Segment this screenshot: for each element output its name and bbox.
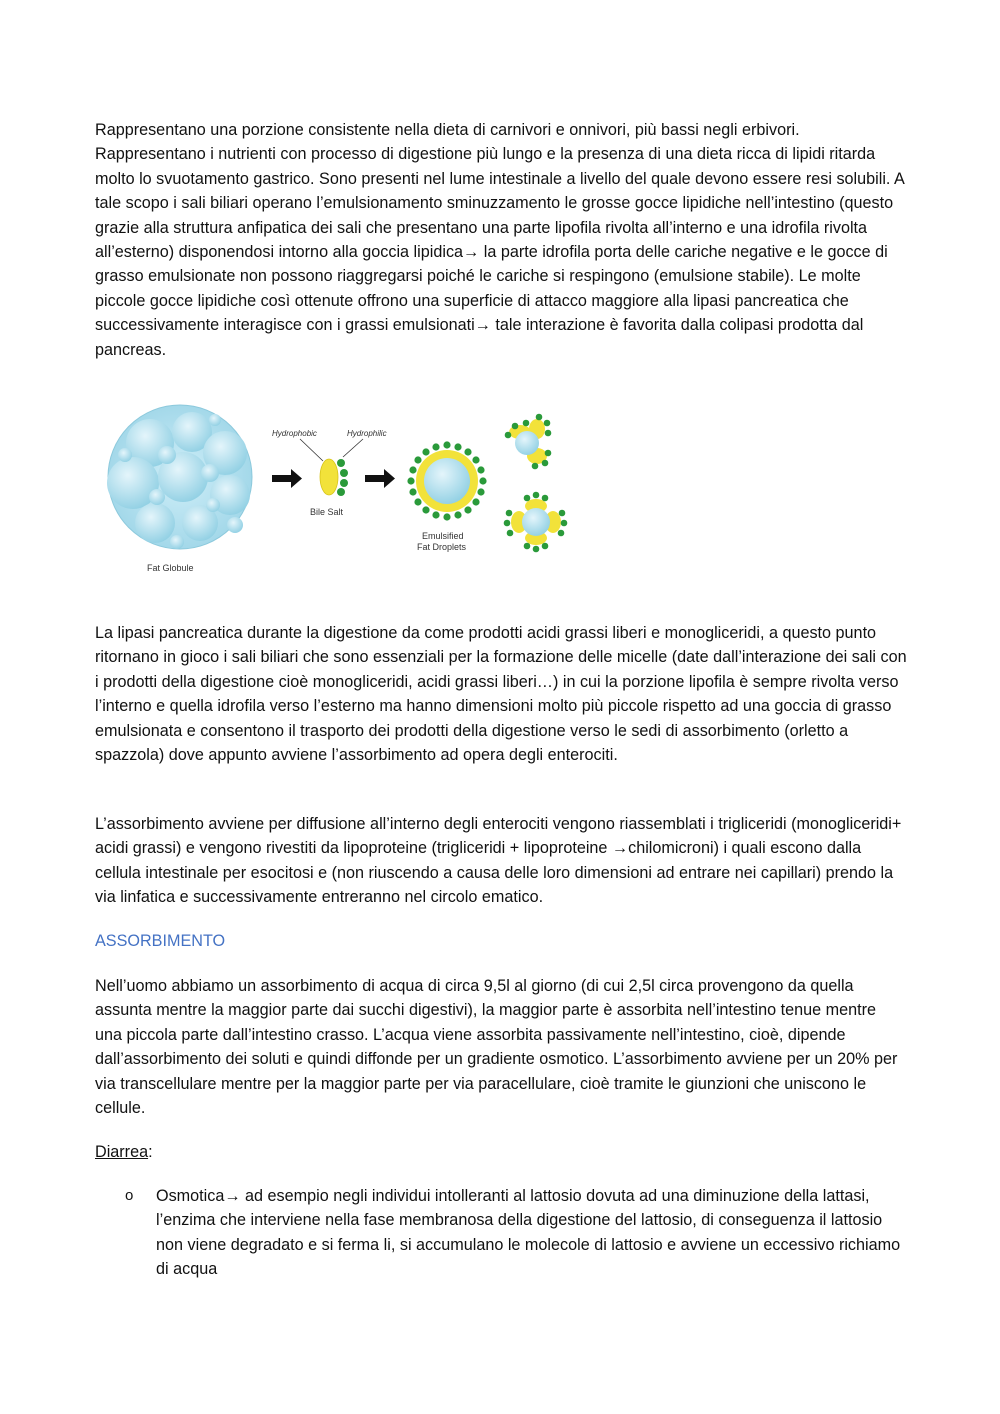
bile-salt-molecule — [320, 459, 348, 496]
hydrophobic-label: Hydrophobic — [272, 429, 317, 438]
emulsified-label-line2: Fat Droplets — [417, 542, 467, 552]
fat-globule-label: Fat Globule — [147, 563, 194, 573]
arrow-right-icon — [272, 469, 302, 488]
arrow-right-icon — [365, 469, 395, 488]
section-heading-assorbimento: ASSORBIMENTO — [95, 932, 226, 950]
bullet-marker-icon: o — [125, 1187, 134, 1204]
diarrea-label: Diarrea — [95, 1143, 149, 1161]
small-droplet-bottom — [504, 492, 568, 553]
emulsification-figure — [95, 395, 585, 585]
fat-globule — [107, 405, 252, 549]
emulsified-label-line1: Emulsified — [422, 531, 464, 541]
emulsification-diagram — [95, 395, 585, 585]
small-droplet-top — [505, 414, 552, 470]
paragraph-micelles: La lipasi pancreatica durante la digestione da come prodotti acidi grassi liberi e monogliceridi, a questo punto ritornano in gioco i sali biliari che sono essenziali per la formazione delle micelle (date dall’interazione dei sali con i prodotti della digestione cioè monogliceridi, acidi grassi liberi…) in cui la porzione lipofila è sempre rivolta verso l’interno e quella idrofila verso l’esterno ma hanno dimensioni molto più piccole rispetto ad una goccia di grasso emulsionata e consentono il trasporto dei prodotti della digestione verso le sedi di assorbimento (orletto a spazzola) dove appunto avviene l’assorbimento ad opera degli enterociti. — [95, 624, 907, 765]
bile-salt-label: Bile Salt — [310, 507, 344, 517]
bullet-item-osmotica: Osmotica→ ad esempio negli individui intolleranti al lattosio dovuta ad una diminuzione della lattasi, l’enzima che interviene nella fase membranosa della digestione del lattosio, di conseguenza il lattosio non viene degradato e si ferma li, si accumulano le molecole di lattosio e avviene un eccessivo richiamo di acqua — [156, 1187, 901, 1279]
paragraph-absorption-lipids: L’assorbimento avviene per diffusione all’interno degli enterociti vengono riassemblati i trigliceridi (monogliceridi+ acidi grassi) e vengono rivestiti da lipoproteine (trigliceridi + lipoproteine →chilomicroni) i quali escono dalla cellula intestinale per esocitosi e (non riuscendo a causa delle loro dimensioni ad entrare nei capillari) prendo la via linfatica e successivamente entreranno nel circolo ematico. — [95, 815, 902, 907]
diarrea-subheading — [95, 1140, 153, 1164]
paragraph-lipids-intro: Rappresentano una porzione consistente nella dieta di carnivori e onnivori, più bassi negli erbivori. Rappresentano i nutrienti con processo di digestione più lungo e la presenza di una dieta ricca di lipidi ritarda molto lo svuotamento gastrico. Sono presenti nel lume intestinale a livello del quale devono essere resi solubili. A tale scopo i sali biliari operano l’emulsionamento sminuzzamento le grosse gocce lipidiche nell’intestino (questo grazie alla struttura anfipatica dei sali che presentano una parte lipofila rivolta all’interno e una idrofila rivolta all’esterno) disponendosi intorno alla goccia lipidica→ la parte idrofila porta delle cariche negative e le gocce di grasso emulsionate non possono riaggregarsi poiché le cariche si respingono (emulsione stabile). Le molte piccole gocce lipidiche così ottenute offrono una superficie di attacco maggiore alla lipasi pancreatica che successivamente interagisce con i grassi emulsionati→ tale interazione è favorita dalla colipasi prodotta dal pancreas. — [95, 121, 904, 359]
paragraph-water-absorption: Nell’uomo abbiamo un assorbimento di acqua di circa 9,5l al giorno (di cui 2,5l circa provengono da quella assunta mentre la maggior parte dai succhi digestivi), la maggior parte è assorbita nell’intestino tenue mentre una piccola parte dall’intestino crasso. L’acqua viene assorbita passivamente nell’intestino, cioè, dipende dall’assorbimento dei soluti e quindi diffonde per un gradiente osmotico. L’assorbimento avviene per un 20% per via transcellulare mentre per la maggior parte per via paracellulare, cioè tramite le giunzioni che uniscono le cellule. — [95, 977, 898, 1118]
diarrea-colon: : — [148, 1143, 153, 1161]
hydrophilic-label: Hydrophilic — [347, 429, 387, 438]
emulsified-droplet — [407, 441, 486, 520]
